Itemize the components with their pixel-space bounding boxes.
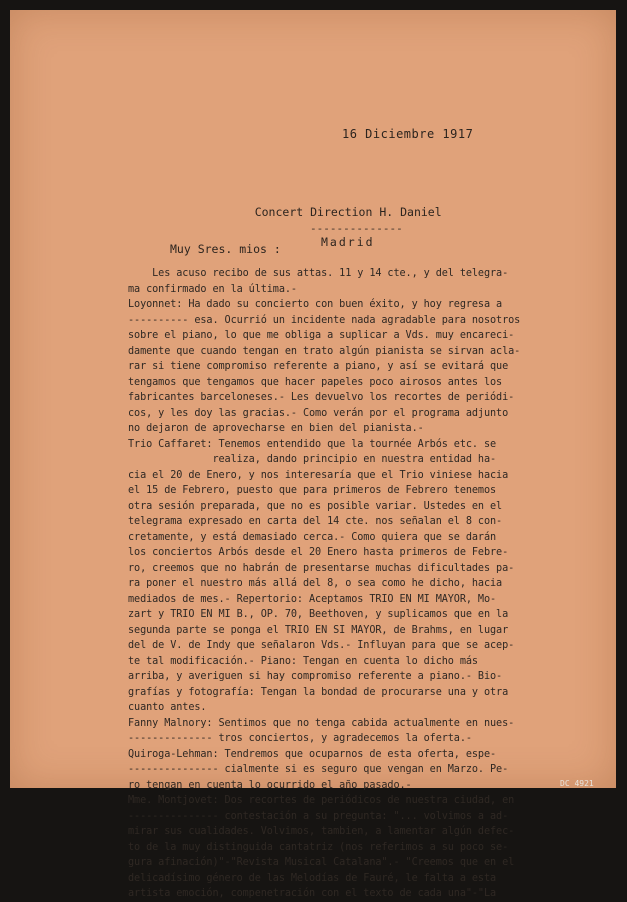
body-line: no dejaron de aprovecharse en bien del pianista.- [128, 423, 424, 434]
body-line: Les acuso recibo de sus attas. 11 y 14 cte., y del telegra- [128, 268, 509, 279]
body-line: rar si tiene compromiso referente a piano, y así se evitará que [128, 361, 509, 372]
body-line: ro tengan en cuenta lo ocurrido el año pasado.- [128, 779, 412, 791]
body-line: realiza, dando principio en nuestra entidad ha- [128, 454, 497, 465]
body-line: --------------- cialmente si es seguro que vengan en Marzo. Pe- [128, 764, 509, 775]
letter-date: 16 Diciembre 1917 [342, 127, 474, 141]
body-line: Quiroga-Lehman: Tendremos que ocuparnos de esta oferta, espe- [128, 748, 497, 760]
body-line: telegrama expresado en carta del 14 cte. nos señalan el 8 con- [128, 516, 503, 527]
body-line: Fanny Malnory: Sentimos que no tenga cabida actualmente en nues- [128, 717, 515, 729]
recipient-city: Madrid [321, 235, 375, 249]
body-line: los conciertos Arbós desde el 20 Enero hasta primeros de Febre- [128, 547, 509, 558]
body-line: --------------- contestación a su pregunta: "... volvimos a ad- [128, 810, 509, 822]
body-line: sobre el piano, lo que me obliga a suplicar a Vds. muy encareci- [128, 330, 515, 341]
letter-page [10, 10, 616, 899]
body-line: mirar sus cualidades. Volvimos, tambien, a lamentar algún defec- [128, 826, 515, 837]
salutation: Muy Sres. mios : [170, 242, 281, 256]
body-line: Mme. Montjovet: Dos recortes de periódicos de nuestra ciudad, en [128, 795, 515, 806]
body-line: te tal modificación.- Piano: Tengan en cuenta lo dicho más [128, 655, 478, 667]
body-line: ---------- esa. Ocurrió un incidente nada agradable para nosotros [128, 314, 521, 326]
body-line: cia el 20 de Enero, y nos interesaría que el Trio viniese hacia [128, 469, 509, 481]
body-line: cretamente, y está demasiado cerca.- Como quiera que se darán [128, 531, 497, 543]
body-line: cuanto antes. [128, 702, 207, 713]
body-line: del de V. de Indy que señalaron Vds.- Influyan para que se acep- [128, 640, 515, 651]
archive-stamp: DC 4921 [560, 779, 594, 788]
body-line: delicadísimo género de las Melodías de Fauré, le falta a esta [128, 872, 497, 884]
body-line: otra sesión preparada, que no es posible variar. Ustedes en el [128, 500, 503, 512]
body-line: gura afinación)"-"Revista Musical Catalana".- "Creemos que en el [128, 857, 515, 868]
body-line: segunda parte se ponga el TRIO EN SI MAYOR, de Brahms, en lugar [128, 624, 509, 636]
body-line: to de la muy distinguida cantatriz (nos referimos a su poco se- [128, 841, 509, 853]
recipient-name: Concert Direction H. Daniel [254, 205, 442, 219]
body-line: cos, y les doy las gracias.- Como verán por el programa adjunto [128, 407, 509, 419]
recipient-underline: -------------- [310, 222, 403, 235]
body-line: Trio Caffaret: Tenemos entendido que la tournée Arbós etc. se [128, 438, 497, 450]
body-line: ra poner el nuestro más allá del 8, o sea como he dicho, hacia [128, 578, 503, 589]
body-line: ma confirmado en la última.- [128, 283, 297, 295]
body-line: el 15 de Febrero, puesto que para primeros de Febrero tenemos [128, 485, 497, 496]
body-line: fabricantes barceloneses.- Les devuelvo los recortes de periódi- [128, 392, 515, 403]
body-line: arriba, y averiguen si hay compromiso referente a piano.- Bio- [128, 671, 503, 682]
body-line: tengamos que tengamos que hacer papeles poco airosos antes los [128, 376, 503, 388]
body-line: artista emoción, compenetración con el texto de cada una"-"La [128, 888, 497, 899]
body-line: Loyonnet: Ha dado su concierto con buen éxito, y hoy regresa a [128, 299, 503, 310]
letter-body [128, 266, 613, 902]
body-line: -------------- tros conciertos, y agradecemos la oferta.- [128, 733, 472, 744]
body-line: zart y TRIO EN MI B., OP. 70, Beethoven, y suplicamos que en la [128, 609, 509, 620]
body-line: damente que cuando tengan en trato algún pianista se sirvan acla- [128, 345, 521, 357]
body-line: grafías y fotografía: Tengan la bondad de procurarse una y otra [128, 686, 509, 698]
body-line: ro, creemos que no habrán de presentarse muchas dificultades pa- [128, 562, 515, 574]
body-line: mediados de mes.- Repertorio: Aceptamos TRIO EN MI MAYOR, Mo- [128, 593, 497, 605]
